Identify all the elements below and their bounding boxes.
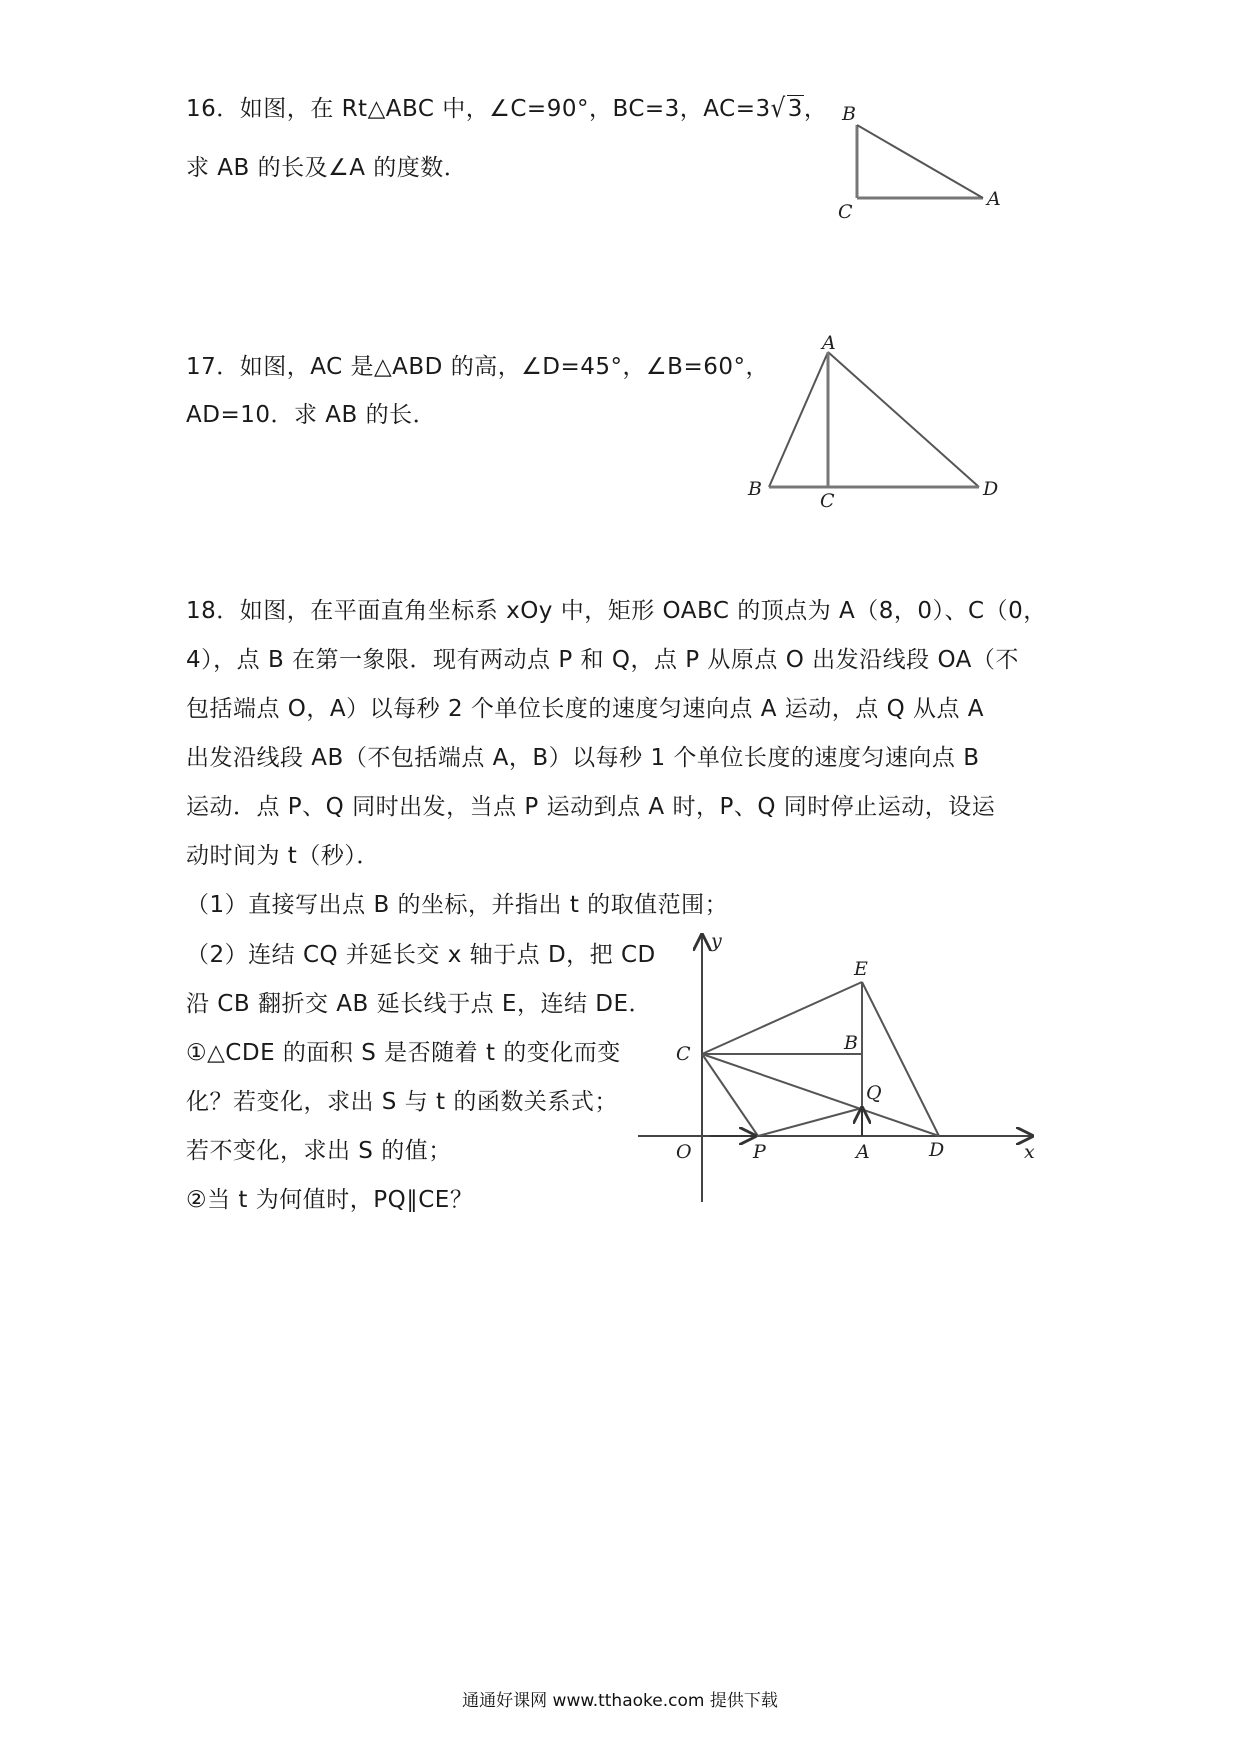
q18-line-9: 沿 CB 翻折交 AB 延长线于点 E，连结 DE． xyxy=(186,991,652,1017)
q16-line-2: 求 AB 的长及∠A 的度数． xyxy=(186,155,468,181)
q17-triangle-figure xyxy=(735,332,1005,512)
q16-text-pre: 16．如图，在 Rt△ABC 中，∠C=90°，BC=3，AC=3 xyxy=(186,96,771,122)
q18-line-1: 18．如图，在平面直角坐标系 xOy 中，矩形 OABC 的顶点为 A（8，0）、C（0， xyxy=(186,598,1047,624)
q16-radicand: 3 xyxy=(787,96,803,122)
q18-line-8: （2）连结 CQ 并延长交 x 轴于点 D，把 CD xyxy=(186,942,656,968)
q18-label-Q: Q xyxy=(866,1082,882,1104)
q18-line-3: 包括端点 O，A）以每秒 2 个单位长度的速度匀速向点 A 运动，点 Q 从点 A xyxy=(186,696,985,722)
q16-label-A: A xyxy=(987,188,1001,210)
q18-label-A: A xyxy=(856,1141,870,1163)
q17-line-2: AD=10．求 AB 的长． xyxy=(186,402,437,428)
sqrt-symbol: √ xyxy=(770,94,786,124)
q18-label-x: x xyxy=(1024,1141,1035,1163)
q18-label-C: C xyxy=(676,1043,691,1065)
q18-line-2: 4），点 B 在第一象限．现有两动点 P 和 Q，点 P 从原点 O 出发沿线段 OA（不 xyxy=(186,647,1019,673)
q18-line-7: （1）直接写出点 B 的坐标，并指出 t 的取值范围； xyxy=(186,892,729,918)
q18-label-B: B xyxy=(844,1032,858,1054)
q18-coordinate-figure xyxy=(630,930,1040,1210)
footer-credit: 通通好课网 www.tthaoke.com 提供下载 xyxy=(462,1691,778,1711)
q18-label-D: D xyxy=(929,1139,945,1161)
q16-triangle-figure xyxy=(830,98,1010,228)
q18-label-O: O xyxy=(676,1141,692,1163)
q17-label-C: C xyxy=(820,490,835,512)
q18-line-11: 化？若变化，求出 S 与 t 的函数关系式； xyxy=(186,1089,618,1115)
q18-line-13: ②当 t 为何值时，PQ∥CE？ xyxy=(186,1187,474,1213)
q16-label-C: C xyxy=(838,201,853,223)
q17-line-1: 17．如图，AC 是△ABD 的高，∠D=45°，∠B=60°， xyxy=(186,354,769,380)
q18-label-y: y xyxy=(711,930,722,952)
q18-label-P: P xyxy=(753,1141,766,1163)
q16-label-B: B xyxy=(842,103,856,125)
q17-label-B: B xyxy=(748,478,762,500)
q16-text-post: ， xyxy=(803,96,828,122)
q18-line-10: ①△CDE 的面积 S 是否随着 t 的变化而变 xyxy=(186,1040,621,1066)
q18-line-4: 出发沿线段 AB（不包括端点 A，B）以每秒 1 个单位长度的速度匀速向点 B xyxy=(186,745,980,771)
q18-line-5: 运动．点 P、Q 同时出发，当点 P 运动到点 A 时，P、Q 同时停止运动，设运 xyxy=(186,794,996,820)
q17-label-D: D xyxy=(983,478,999,500)
q18-label-E: E xyxy=(854,958,868,980)
q17-label-A: A xyxy=(822,332,836,354)
q18-line-6: 动时间为 t（秒）． xyxy=(186,843,380,869)
q16-line-1 xyxy=(186,94,827,124)
q18-line-12: 若不变化，求出 S 的值； xyxy=(186,1138,452,1164)
